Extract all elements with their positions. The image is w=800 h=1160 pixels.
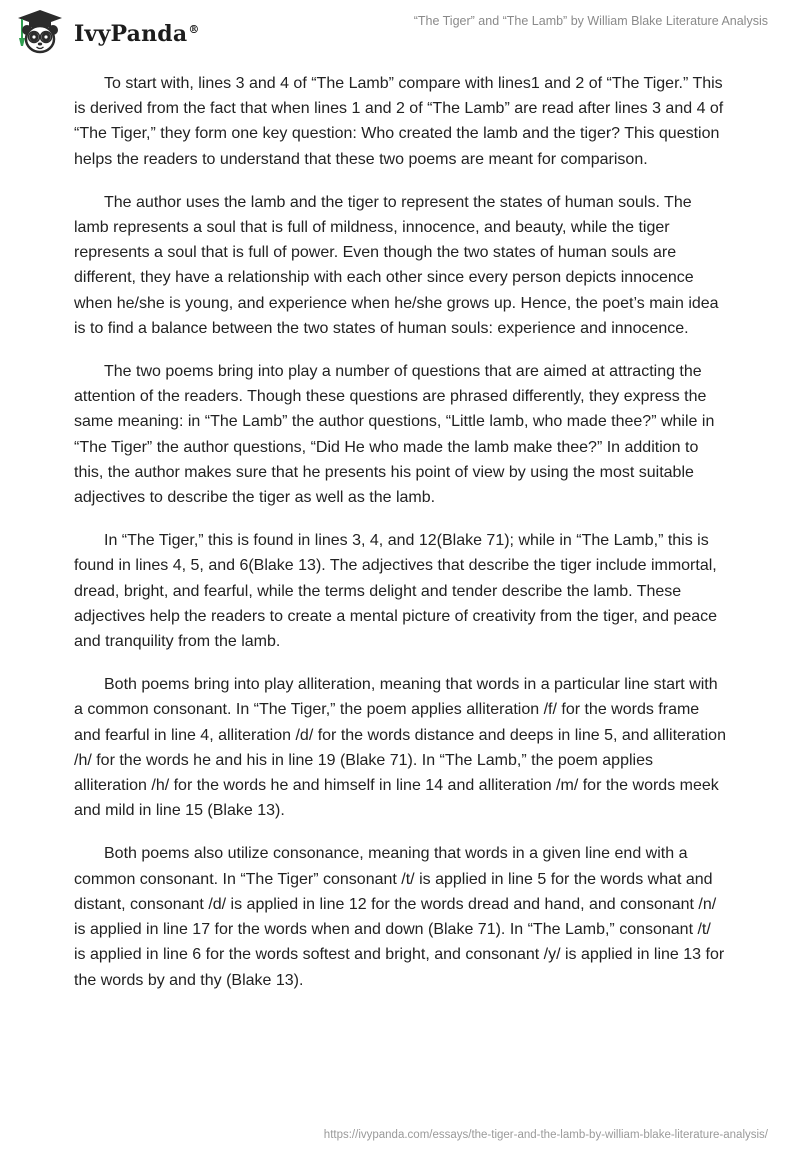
panda-graduate-icon bbox=[14, 8, 66, 56]
paragraph: Both poems bring into play alliteration, meaning that words in a particular line start with a common consonant. In “The Tiger,” the poem applies alliteration /f/ for the words frame and fearful in line 4, alliteration /d/ for the words distance and deeps in line 5, and alliteration /h/ for the words he and his in line 19 (Blake 71). In “The Lamb,” the poem applies alliteration /h/ for the words he and himself in line 14 and alliteration /m/ for the words meek and mild in line 15 (Blake 13). bbox=[74, 676, 726, 820]
paragraph: In “The Tiger,” this is found in lines 3, 4, and 12(Blake 71); while in “The Lamb,” this is found in lines 4, 5, and 6(Blake 13). The adjectives that describe the tiger include immortal, dread, bright, and fearful, while the terms delight and tender describe the lamb. These adjectives help the readers to create a mental picture of creativity from the tiger, and peace and tranquility from the lamb. bbox=[74, 532, 718, 651]
brand-logo[interactable] bbox=[14, 8, 200, 56]
brand-name: IvyPanda® bbox=[74, 21, 200, 47]
page-header bbox=[0, 0, 800, 60]
paragraph: Both poems also utilize consonance, meaning that words in a given line end with a common consonant. In “The Tiger” consonant /t/ is applied in line 5 for the words what and distant, consonant /d/ is applied in line 12 for the words dread and hand, and consonant /n/ is applied in line 17 for the words when and down (Blake 71). In “The Lamb,” consonant /t/ is applied in line 6 for the words softest and bright, and consonant /y/ is applied in line 13 for the words by and thy (Blake 13). bbox=[74, 845, 725, 989]
paragraph: The author uses the lamb and the tiger to represent the states of human souls. The lamb represents a soul that is full of mildness, innocence, and beauty, while the tiger represents a soul that is full of power. Even though the two states of human souls are different, they have a relationship with each other since every person depicts innocence when he/she is young, and experience when he/she grows up. Hence, the poet’s main idea is to find a balance between the two states of human souls: experience and innocence. bbox=[74, 193, 719, 337]
paragraph: The two poems bring into play a number of questions that are aimed at attracting the attention of the readers. Though these questions are phrased differently, they express the same meaning: in “The Lamb” the author questions, “Little lamb, who made thee?” while in “The Tiger” the author questions, “Did He who made the lamb make thee?” In addition to this, the author makes sure that he presents his point of view by using the most suitable adjectives to describe the tiger as well as the lamb. bbox=[74, 363, 715, 507]
source-url[interactable]: https://ivypanda.com/essays/the-tiger-and-the-lamb-by-william-blake-literature-analysis/ bbox=[323, 1129, 768, 1141]
paragraph: To start with, lines 3 and 4 of “The Lamb” compare with lines1 and 2 of “The Tiger.” This is derived from the fact that when lines 1 and 2 of “The Lamb” are read after lines 3 and 4 of “The Tiger,” they form one key question: Who created the lamb and the tiger? This question helps the readers to understand that these two poems are meant for comparison. bbox=[74, 75, 724, 168]
registered-mark: ® bbox=[188, 22, 200, 36]
essay-body bbox=[74, 71, 726, 1011]
document-running-title: “The Tiger” and “The Lamb” by William Blake Literature Analysis bbox=[413, 14, 768, 28]
